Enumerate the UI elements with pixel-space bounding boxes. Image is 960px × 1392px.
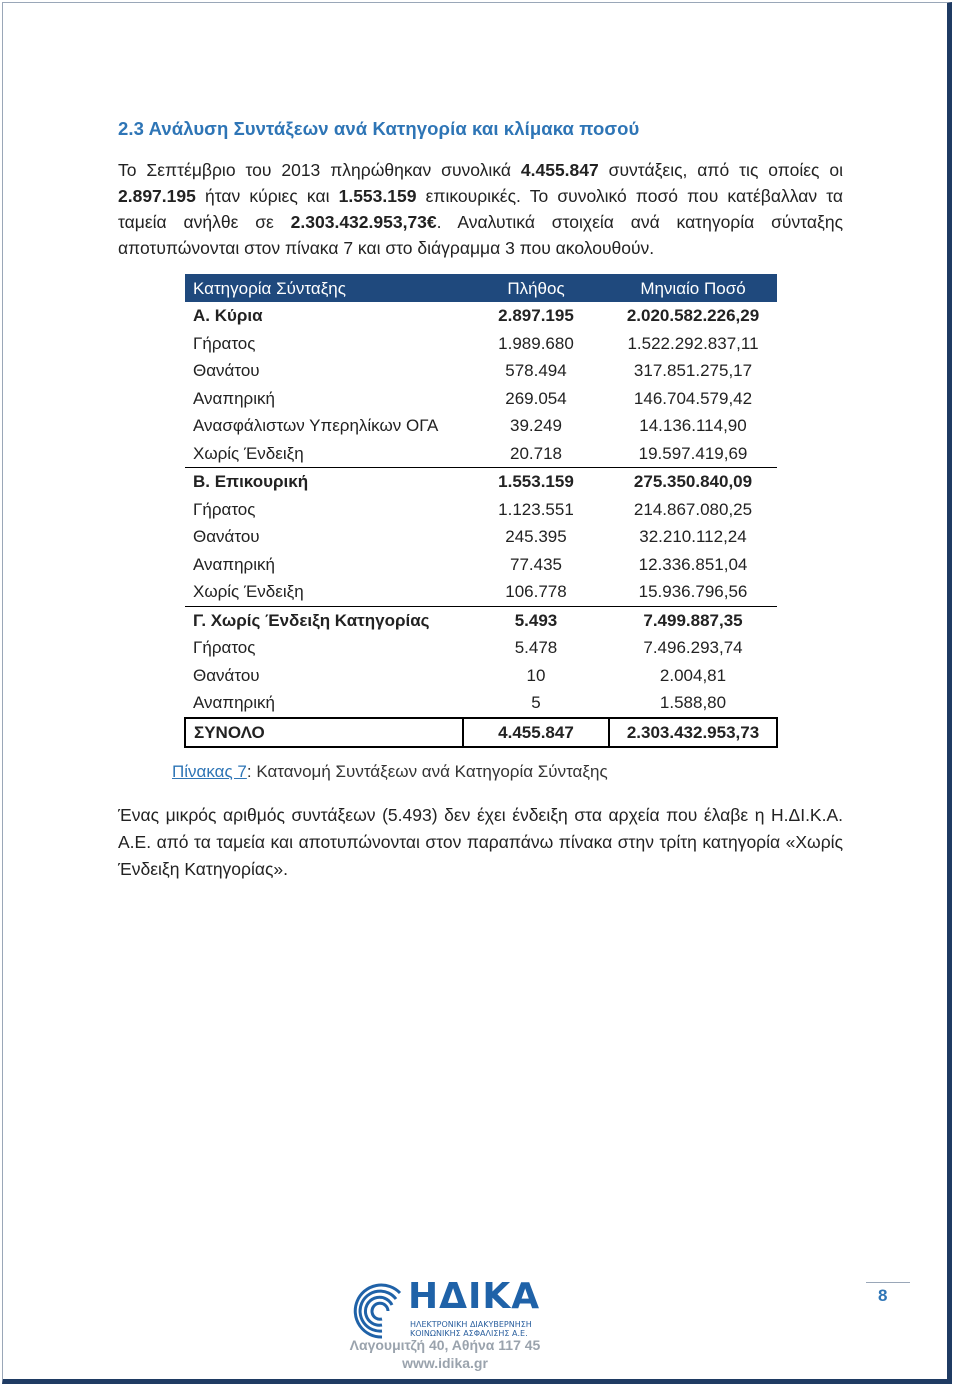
amount-cell: 317.851.275,17 — [633, 361, 753, 381]
amount-cell: 146.704.579,42 — [633, 388, 753, 408]
total-count: 4.455.847 — [520, 160, 599, 180]
amount-cell: 12.336.851,04 — [638, 554, 748, 574]
table-row — [185, 578, 777, 606]
category-cell: Γήρατος — [193, 333, 256, 353]
logo-subtitle: ΗΛΕΚΤΡΟΝΙΚΗ ΔΙΑΚΥΒΕΡΝΗΣΗ ΚΟΙΝΩΝΙΚΗΣ ΑΣΦΑΛΙΣΗΣ Α.Ε. — [410, 1320, 532, 1338]
count-cell: 1.123.551 — [498, 499, 574, 519]
amount-cell: 1.522.292.837,11 — [627, 333, 759, 353]
table-row — [185, 302, 777, 330]
table-row — [185, 606, 777, 634]
table-row — [185, 523, 777, 551]
table-row — [185, 330, 777, 358]
table-row — [185, 662, 777, 690]
count-cell: 5.478 — [514, 638, 558, 658]
category-cell: Αναπηρική — [193, 554, 275, 574]
table-row — [185, 440, 777, 468]
category-cell: Θανάτου — [193, 665, 260, 685]
table-header-row — [185, 274, 777, 302]
caption-text: : Κατανομή Συντάξεων ανά Κατηγορία Σύνταξης — [246, 762, 608, 781]
table-row — [185, 412, 777, 440]
count-cell: 1.989.680 — [498, 333, 574, 353]
count-cell: 5.493 — [463, 606, 609, 634]
amount-cell: 275.350.840,09 — [609, 468, 777, 496]
category-cell: Αναπηρική — [193, 693, 275, 713]
caption-label: Πίνακας 7 — [172, 762, 247, 781]
category-cell: Θανάτου — [193, 527, 260, 547]
table-row — [185, 468, 777, 496]
count-cell: 39.249 — [510, 416, 562, 436]
amount-cell: 15.936.796,56 — [638, 582, 748, 602]
header-amount: Μηνιαίο Ποσό — [609, 274, 777, 302]
amount-cell: 19.597.419,69 — [638, 443, 748, 463]
footer-website[interactable]: www.idika.gr — [402, 1355, 488, 1371]
footer-address: Λαγουμιτζή 40, Αθήνα 117 45 www.idika.gr — [336, 1336, 554, 1372]
category-cell: Β. Επικουρική — [185, 468, 463, 496]
count-cell: 4.455.847 — [463, 718, 609, 748]
header-count: Πλήθος — [463, 274, 609, 302]
category-cell: Γήρατος — [193, 638, 256, 658]
category-cell: Α. Κύρια — [193, 306, 263, 326]
page-number-rule — [866, 1282, 910, 1283]
total-amount: 2.303.432.953,73€ — [290, 212, 437, 232]
count-cell: 10 — [526, 665, 546, 685]
table-row — [185, 385, 777, 413]
table-body — [185, 302, 777, 747]
count-cell: 269.054 — [505, 388, 567, 408]
table-row — [185, 496, 777, 524]
amount-cell: 7.496.293,74 — [643, 638, 743, 658]
count-cell: 20.718 — [510, 443, 562, 463]
amount-cell: 2.004,81 — [659, 665, 727, 685]
amount-cell: 32.210.112,24 — [639, 527, 747, 547]
count-cell: 5 — [531, 693, 541, 713]
count-cell: 578.494 — [505, 361, 567, 381]
table-row — [185, 551, 777, 579]
category-cell: Θανάτου — [193, 361, 260, 381]
table-row — [185, 718, 777, 748]
category-cell: Γήρατος — [193, 499, 256, 519]
category-cell: Χωρίς Ένδειξη — [193, 443, 304, 463]
table-row — [185, 689, 777, 718]
table-row — [185, 634, 777, 662]
amount-cell: 2.303.432.953,73 — [609, 718, 777, 748]
category-cell: Ανασφάλιστων Υπερηλίκων ΟΓΑ — [193, 416, 439, 436]
amount-cell: 7.499.887,35 — [609, 606, 777, 634]
amount-cell: 1.588,80 — [659, 693, 727, 713]
logo-wordmark: ΗΔΙΚΑ — [408, 1276, 541, 1317]
amount-cell: 214.867.080,25 — [633, 499, 753, 519]
header-category: Κατηγορία Σύνταξης — [185, 274, 463, 302]
pension-category-table — [184, 274, 778, 748]
count-cell: 245.395 — [505, 527, 567, 547]
count-cell: 77.435 — [510, 554, 562, 574]
table-caption — [172, 762, 608, 782]
note-paragraph: Ένας μικρός αριθμός συντάξεων (5.493) δεν έχει ένδειξη στα αρχεία που έλαβε η Η.ΔΙ.Κ.Α. Α.Ε. από τα ταμεία και αποτυπώνονται στον παραπάνω πίνακα στην τρίτη κατηγορία «Χωρίς Ένδειξη Κατηγορίας». — [118, 805, 843, 879]
category-cell: Γ. Χωρίς Ένδειξη Κατηγορίας — [185, 606, 463, 634]
intro-paragraph: Το Σεπτέμβριο του 2013 πληρώθηκαν συνολικά 4.455.847 συντάξεις, από τις οποίες οι 2.897.195 ήταν κύριες και 1.553.159 επικουρικές. Το συνολικό ποσό που κατέβαλλαν τα ταμεία ανήλθε σε 2.303.432.953,73€. Αναλυτικά στοιχεία ανά κατηγορία σύνταξης αποτυπώνονται στον πίνακα 7 και στο διάγραμμα 3 που ακολουθούν. — [118, 160, 844, 258]
count-cell: 1.553.159 — [463, 468, 609, 496]
amount-cell: 14.136.114,90 — [639, 416, 747, 436]
count-cell: 2.897.195 — [498, 306, 574, 326]
aux-count: 1.553.159 — [338, 186, 417, 206]
category-cell: Χωρίς Ένδειξη — [193, 582, 304, 602]
amount-cell: 2.020.582.226,29 — [626, 306, 760, 326]
main-count: 2.897.195 — [118, 186, 196, 206]
category-cell: ΣΥΝΟΛΟ — [185, 718, 463, 748]
category-cell: Αναπηρική — [193, 388, 275, 408]
count-cell: 106.778 — [505, 582, 567, 602]
page-number: 8 — [878, 1286, 888, 1305]
section-title: 2.3 Ανάλυση Συντάξεων ανά Κατηγορία και κλίμακα ποσού — [118, 118, 640, 139]
table-row — [185, 357, 777, 385]
